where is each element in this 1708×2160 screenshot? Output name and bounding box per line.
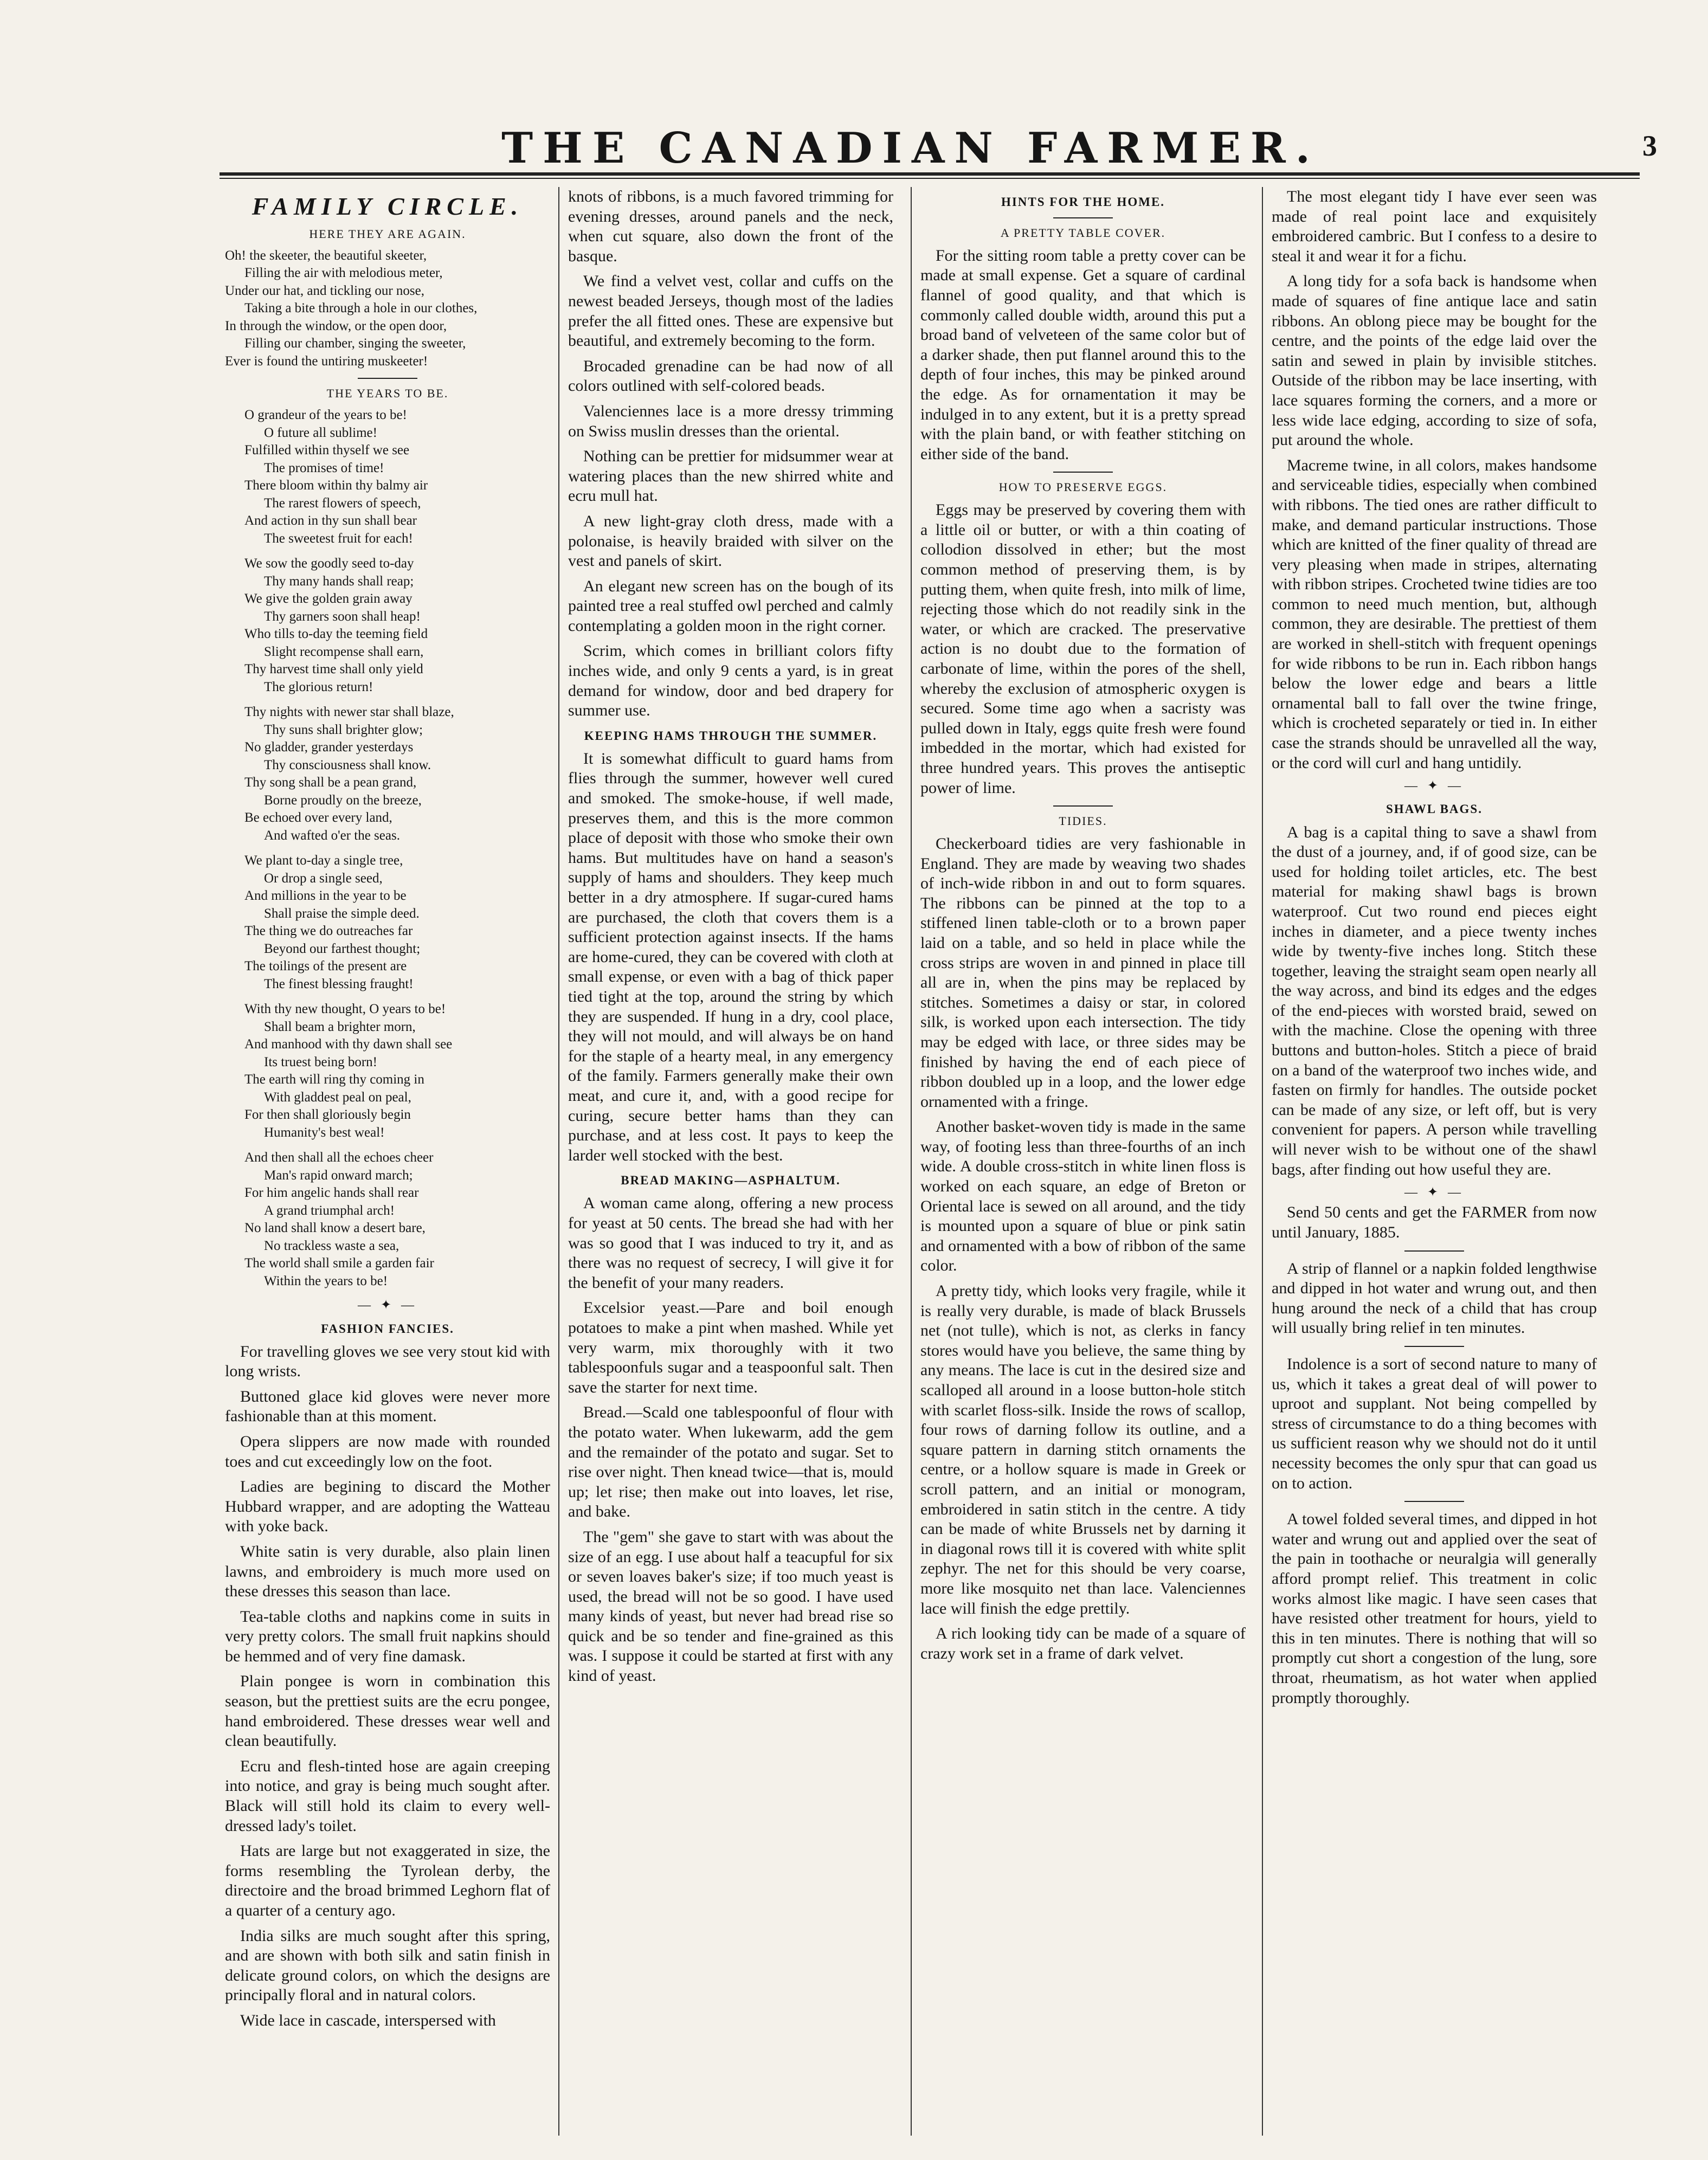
article-fashion-fancies xyxy=(225,1342,550,2031)
paragraph: A new light-gray cloth dress, made with a polonaise, is heavily braided with silver on the vest and panels of skirt. xyxy=(568,512,893,570)
divider xyxy=(1404,1501,1464,1502)
poem-line: Filling our chamber, singing the sweeter, xyxy=(244,336,466,351)
column-divider xyxy=(558,187,559,2136)
poem-line: The earth will ring thy coming in xyxy=(244,1072,424,1087)
paragraph: Ecru and flesh-tinted hose are again creeping into notice, and gray is being much sought after. Black will still hold its claim to every well-dressed lady's toilet. xyxy=(225,1757,550,1835)
poem-line: No gladder, grander yesterdays xyxy=(244,740,414,755)
paragraph: Tea-table cloths and napkins come in suits in very pretty colors. The small fruit napkins should be hemmed and of very fine damask. xyxy=(225,1607,550,1665)
paragraph: A strip of flannel or a napkin folded lengthwise and dipped in hot water and wrung out, and then hung around the neck of a child that has croup will usually bring relief in ten minutes. xyxy=(1272,1259,1597,1337)
paragraph: Eggs may be preserved by covering them with a little oil or butter, or with a thin coating of collodion dissolved in ether; but the most common method of preserving them, is by putting them, when quite fresh, into milk of lime, rejecting those which do not readily sink in the water, or which are cracked. The preservative action is no doubt due to the formation of carbonate of lime, within the pores of the shell, whereby the exclusion of atmospheric oxygen is secured. Some time ago when a sacristy was pulled down in Italy, eggs quite fresh were found imbedded in the mortar, which had existed for three hundred years. This proves the antiseptic power of lime. xyxy=(920,501,1246,797)
poem-line: Man's rapid onward march; xyxy=(264,1168,413,1183)
paragraph: A woman came along, offering a new process for yeast at 50 cents. The bread she had with her was so good that I was induced to try it, and as there was no request of secrecy, I will give it for the benefit of your many readers. xyxy=(568,1194,893,1292)
poem-line: Under our hat, and tickling our nose, xyxy=(225,283,424,298)
paragraph: Plain pongee is worn in combination this season, but the prettiest suits are the ecru pongee, hand embroidered. These dresses wear well and clean beautifully. xyxy=(225,1672,550,1750)
divider xyxy=(1404,1250,1464,1252)
poem-line: Shall praise the simple deed. xyxy=(264,906,420,921)
poem-line: And millions in the year to be xyxy=(244,888,407,904)
poem-line: In through the window, or the open door, xyxy=(225,318,447,333)
poem-line: For then shall gloriously begin xyxy=(244,1107,411,1123)
paragraph: Excelsior yeast.—Pare and boil enough potatoes to make a pint when mashed. While yet very warm, mix thoroughly with it two tablespoonfuls sugar and a teaspoonful salt. Then save the starter for next time. xyxy=(568,1299,893,1396)
column-2 xyxy=(568,187,893,2149)
paragraph: Bread.—Scald one tablespoonful of flour with the potato water. When lukewarm, add the gem and the remainder of the potato and sugar. Set to rise over night. Then knead twice—that is, mould up; let rise; then make out into loaves, let rise, and bake. xyxy=(568,1403,893,1521)
divider xyxy=(1053,217,1113,218)
poem-line: Or drop a single seed, xyxy=(264,871,383,886)
poem-line: No land shall know a desert bare, xyxy=(244,1221,426,1236)
poem-the-years-to-be xyxy=(225,407,550,1290)
article-heading: BREAD MAKING—ASPHALTUM. xyxy=(621,1174,841,1188)
poem-line: Its truest being born! xyxy=(264,1054,377,1069)
paragraph: Wide lace in cascade, interspersed with xyxy=(240,2011,496,2029)
paragraph: Another basket-woven tidy is made in the same way, of footing less than three-fourths of an inch wide. A double cross-stitch in white linen floss is worked on each square, an edge of Breton or Oriental lace is sewed on all around, and the tidy is mounted upon a square of blue or pink satin and ornamented with a bow of ribbon of the same color. xyxy=(920,1118,1246,1275)
paragraph: For travelling gloves we see very stout kid with long wrists. xyxy=(225,1342,550,1381)
paragraph: A bag is a capital thing to save a shawl from the dust of a journey, and, if of good size, can be used for holding toilet articles, etc. The best material for making shawl bags is brown waterproof. Cut two round end pieces eight inches in diameter, and a piece twenty inches wide by twenty-five inches long. Stitch these together, leaving the straight seam open nearly all the way across, and bind its edges and the edges of the end-pieces with worsted braid, sewed on with the machine. Close the opening with three buttons and button-holes. Stitch a piece of braid on a band of the waterproof two inches wide, and fasten on firmly for handles. The outside pocket can be made of any size, or left off, but is very convenient for papers. A person while travelling will never wish to be without one of the shawl bags, after finding out how useful they are. xyxy=(1272,823,1597,1178)
paragraph: White satin is very durable, also plain linen lawns, and embroidery is much more used on these dresses this season than lace. xyxy=(225,1542,550,1601)
paragraph: knots of ribbons, is a much favored trimming for evening dresses, around panels and the neck, when cut square, also down the front of the basque. xyxy=(568,188,893,265)
article-heading: SHAWL BAGS. xyxy=(1386,802,1483,816)
poem-line: The rarest flowers of speech, xyxy=(264,495,421,511)
poem-stanza xyxy=(225,1149,550,1290)
poem-line: And action in thy sun shall bear xyxy=(244,513,417,528)
column-4 xyxy=(1272,187,1597,2149)
paragraph: Checkerboard tidies are very fashionable in England. They are made by weaving two shades of inch-wide ribbon in and out to form squares. The ribbons can be pinned at the top to a stiffened linen table-cloth or to a brown paper laid on a table, and so held in place while the cross strips are woven in and pinned in place till all are in, when the pins may be replaced by stitches. Sometimes a daisy or star, in colored silk, is worked upon each intersection. The tidy may be edged with lace, or three sides may be finished by having the end of each piece of ribbon doubled up in a loop, and the lower edge ornamented with a fringe. xyxy=(920,834,1246,1111)
poem-line: Thy suns shall brighter glow; xyxy=(264,722,423,737)
poem-line: Thy garners soon shall heap! xyxy=(264,609,421,624)
paragraph: Valenciennes lace is a more dressy trimming on Swiss muslin dresses than the oriental. xyxy=(568,402,893,440)
poem-line: The glorious return! xyxy=(264,679,373,694)
poem-line: We plant to-day a single tree, xyxy=(244,853,403,868)
poem-stanza xyxy=(225,704,550,844)
article-heading: HOW TO PRESERVE EGGS. xyxy=(998,480,1168,494)
ornament-divider: — ✦ — xyxy=(1404,779,1465,794)
ornament-divider: — ✦ — xyxy=(357,1298,418,1313)
poem-here-they-are-again xyxy=(225,247,550,371)
paragraph: Buttoned glace kid gloves were never more fashionable than at this moment. xyxy=(225,1387,550,1426)
poem-line: Beyond our farthest thought; xyxy=(264,941,421,956)
poem-stanza xyxy=(225,1001,550,1142)
divider xyxy=(1053,472,1113,473)
paragraph: It is somewhat difficult to guard hams from flies through the summer, however well cured and smoked. The smoke-house, if well made, preserves them, and this is the more common place of deposit with those who smoke their own hams. But multitudes have on hand a season's supply of hams and shoulders. They keep much better in a dry atmosphere. If sugar-cured hams are purchased, the cloth that covers them is a sufficient protection against insects. If the hams are home-cured, they can be covered with cloth at small expense, or even with a bag of thick paper tied tight at the top, around the string by which they are suspended. If hung in a dry, cool place, they will not mould, and will always be on hand for the staple of a hearty meal, in any emergency of the family. Farmers generally make their own meat, and cure it, and, with a good recipe for curing, secure better hams than they can purchase, and at less cost. It pays to keep the larder well stocked with the best. xyxy=(568,749,893,1164)
article-heading: KEEPING HAMS THROUGH THE SUMMER. xyxy=(584,728,878,743)
article-heading: TIDIES. xyxy=(1059,814,1107,828)
poem-line: Thy many hands shall reap; xyxy=(264,573,414,589)
section-title-family-circle: FAMILY CIRCLE. xyxy=(252,192,524,220)
paragraph: An elegant new screen has on the bough of its painted tree a real stuffed owl perched and calmly contemplating a golden moon in the right corner. xyxy=(568,577,893,635)
poem-line: No trackless waste a sea, xyxy=(264,1238,399,1253)
poem-line: The promises of time! xyxy=(264,460,384,475)
paragraph: Ladies are begining to discard the Mother Hubbard wrapper, and are adopting the Watteau with yoke back. xyxy=(225,1478,550,1536)
column-1 xyxy=(225,187,550,2149)
poem-line: And manhood with thy dawn shall see xyxy=(244,1037,453,1052)
poem-line: Within the years to be! xyxy=(264,1273,388,1288)
subscription-notice: Send 50 cents and get the FARMER from now until January, 1885. xyxy=(1272,1203,1597,1242)
column-divider xyxy=(1262,187,1263,2136)
paragraph: Macreme twine, in all colors, makes handsome and serviceable tidies, especially when combined with ribbons. The tied ones are rather difficult to make, and demand particular instructions. Those which are knitted of the finer quality of thread are very pleasing when made in stripes, alternating with ribbon stripes. Crocheted twine tidies are too common to need much mention, but, although common, they are desirable. The prettiest of them are worked in shell-stitch with frequent openings for wide ribbons to be run in. Each ribbon hangs below the lower edge and bears a little ornamental ball to fall over the twine fringe, which is crocheted separately or tied in. In either case the strands should be unravelled all the way, or the cord will curl and hang untidily. xyxy=(1272,456,1597,772)
poem-line: For him angelic hands shall rear xyxy=(244,1185,419,1201)
poem-line: Thy nights with newer star shall blaze, xyxy=(244,705,454,720)
poem-line: Oh! the skeeter, the beautiful skeeter, xyxy=(225,248,427,263)
poem-stanza xyxy=(225,852,550,993)
poem-line: Humanity's best weal! xyxy=(264,1125,385,1140)
masthead-title: THE CANADIAN FARMER. xyxy=(501,124,1320,173)
poem-line: Thy harvest time shall only yield xyxy=(244,662,423,677)
column-divider xyxy=(911,187,912,2136)
poem-line: There bloom within thy balmy air xyxy=(244,478,428,493)
poem-line: Filling the air with melodious meter, xyxy=(244,266,443,281)
masthead-rule-thin xyxy=(220,178,1640,179)
poem-line: Taking a bite through a hole in our clothes, xyxy=(244,301,478,316)
poem-line: We sow the goodly seed to-day xyxy=(244,556,414,571)
paragraph: The most elegant tidy I have ever seen was made of real point lace and exquisitely embroidered cambric. But I confess to a desire to steal it and wear it for a fichu. xyxy=(1272,188,1597,265)
poem-line: The sweetest fruit for each! xyxy=(264,531,413,546)
poem-stanza xyxy=(225,407,550,547)
article-heading: FASHION FANCIES. xyxy=(321,1321,454,1336)
ornament-divider: — ✦ — xyxy=(1404,1185,1465,1200)
paragraph: The "gem" she gave to start with was about the size of an egg. I use about half a teacupful for six or seven loaves baker's size; if too much yeast is used, the bread will not be so good. I have used many kinds of yeast, but never had bread rise so quick and be so tender and fine-grained as this was. I suppose it could be started at first with any kind of yeast. xyxy=(568,1527,893,1685)
poem-line: O grandeur of the years to be! xyxy=(244,408,407,423)
poem-line: The thing we do outreaches far xyxy=(244,924,413,939)
poem-line: Borne proudly on the breeze, xyxy=(264,792,422,808)
poem-line: And then shall all the echoes cheer xyxy=(244,1150,434,1165)
poem-line: Shall beam a brighter morn, xyxy=(264,1019,416,1034)
poem-heading: THE YEARS TO BE. xyxy=(326,386,449,401)
section-heading: HINTS FOR THE HOME. xyxy=(1001,195,1165,209)
poem-stanza xyxy=(225,555,550,696)
divider xyxy=(1053,805,1113,807)
paragraph: Opera slippers are now made with rounded toes and cut exceedingly low on the foot. xyxy=(225,1432,550,1471)
paragraph: A towel folded several times, and dipped in hot water and wrung out and applied over the seat of the pain in toothache or neuralgia will generally afford prompt relief. This treatment in colic works almost like magic. I have seen cases that have resisted other treatment for hours, yield to this in ten minutes. There is nothing that will so promptly cut short a congestion of the lung, sore throat, rheumatism, as hot water when applied promptly thoroughly. xyxy=(1272,1510,1597,1707)
poem-line: Fulfilled within thyself we see xyxy=(244,443,410,458)
poem-line: And wafted o'er the seas. xyxy=(264,828,400,843)
paragraph: A long tidy for a sofa back is handsome when made of squares of fine antique lace and satin ribbons. An oblong piece may be bought for the centre, and the points of the edge laid over the satin and sewed in plain by invisible stitches. Outside of the ribbon may be lace inserting, with lace squares forming the corners, and a more or less wide lace edging, according to size of sofa, put around the whole. xyxy=(1272,272,1597,449)
paragraph: Scrim, which comes in brilliant colors fifty inches wide, and only 9 cents a yard, is in great demand for window, door and bed drapery for summer use. xyxy=(568,642,893,720)
poem-line: With gladdest peal on peal, xyxy=(264,1089,411,1105)
page-number: 3 xyxy=(1642,130,1657,162)
paragraph: A rich looking tidy can be made of a square of crazy work set in a frame of dark velvet. xyxy=(920,1624,1246,1662)
paragraph: For the sitting room table a pretty cover can be made at small expense. Get a square of cardinal flannel of good quality, and that which is commonly called double width, around this put a broad band of velveteen of the same color but of a darker shade, then put flannel around this to the depth of four inches, this may be pinked around the edge. As for ornamentation it may be indulged in to any extent, but it is a pretty spread with the plain band, or with feather stitching on either side of the band. xyxy=(920,246,1246,463)
poem-line: The world shall smile a garden fair xyxy=(244,1256,434,1271)
divider xyxy=(358,378,417,379)
poem-line: With thy new thought, O years to be! xyxy=(244,1002,446,1017)
masthead-rule xyxy=(220,172,1640,176)
poem-line: We give the golden grain away xyxy=(244,591,413,607)
paragraph: Brocaded grenadine can be had now of all colors outlined with self-colored beads. xyxy=(568,357,893,395)
paragraph: Hats are large but not exaggerated in size, the forms resembling the Tyrolean derby, the directoire and the broad brimmed Leghorn flat of a quarter of a century ago. xyxy=(225,1842,550,1920)
poem-line: O future all sublime! xyxy=(264,425,377,440)
paragraph: We find a velvet vest, collar and cuffs on the newest beaded Jerseys, though most of the ladies prefer the all fitted ones. These are expensive but beautiful, and extremely becoming to the form. xyxy=(568,272,893,350)
poem-line: A grand triumphal arch! xyxy=(264,1203,395,1218)
paragraph: India silks are much sought after this spring, and are shown with both silk and satin finish in delicate ground colors, on which the designs are principally floral and in natural colors. xyxy=(225,1926,550,2004)
paragraph: Indolence is a sort of second nature to many of us, which it takes a great deal of will power to uproot and supplant. Not being compelled by stress of circumstance to do a thing becomes with us sufficient reason why we should not do it until necessity becomes the only spur that can goad us on to action. xyxy=(1272,1355,1597,1492)
poem-line: The finest blessing fraught! xyxy=(264,976,414,991)
poem-line: Who tills to-day the teeming field xyxy=(244,627,428,642)
paragraph: Nothing can be prettier for midsummer wear at watering places than the new shirred white and ecru mull hat. xyxy=(568,447,893,505)
poem-line: Be echoed over every land, xyxy=(244,810,392,826)
article-heading: A PRETTY TABLE COVER. xyxy=(1000,226,1166,240)
divider xyxy=(1404,1346,1464,1347)
column-3 xyxy=(920,187,1246,2149)
poem-line: Thy song shall be a pean grand, xyxy=(244,775,417,790)
paragraph: A pretty tidy, which looks very fragile, while it is really very durable, is made of black Brussels net (not tulle), which is not, as clerks in fancy stores would have you believe, the same thing by any means. The lace is cut in the desired size and scalloped all around in a loose button-hole stitch with scarlet floss-silk. Inside the rows of scallop, four rows of darning follow its outline, and a square pattern in darning stitch ornaments the centre, or a hollow square is made in Greek or scroll pattern, and an initial or monogram, embroidered in satin stitch in the centre. A tidy can be made of white Brussels net by darning it in diagonal rows till it is covered with white split zephyr. The net for this should be very coarse, more like mosquito net than lace. Valenciennes lace will finish the edge prettily. xyxy=(920,1282,1246,1617)
poem-line: Ever is found the untiring muskeeter! xyxy=(225,353,428,369)
poem-heading: HERE THEY ARE AGAIN. xyxy=(309,227,466,241)
poem-line: Slight recompense shall earn, xyxy=(264,644,424,659)
poem-line: The toilings of the present are xyxy=(244,959,407,974)
poem-line: Thy consciousness shall know. xyxy=(264,757,431,772)
